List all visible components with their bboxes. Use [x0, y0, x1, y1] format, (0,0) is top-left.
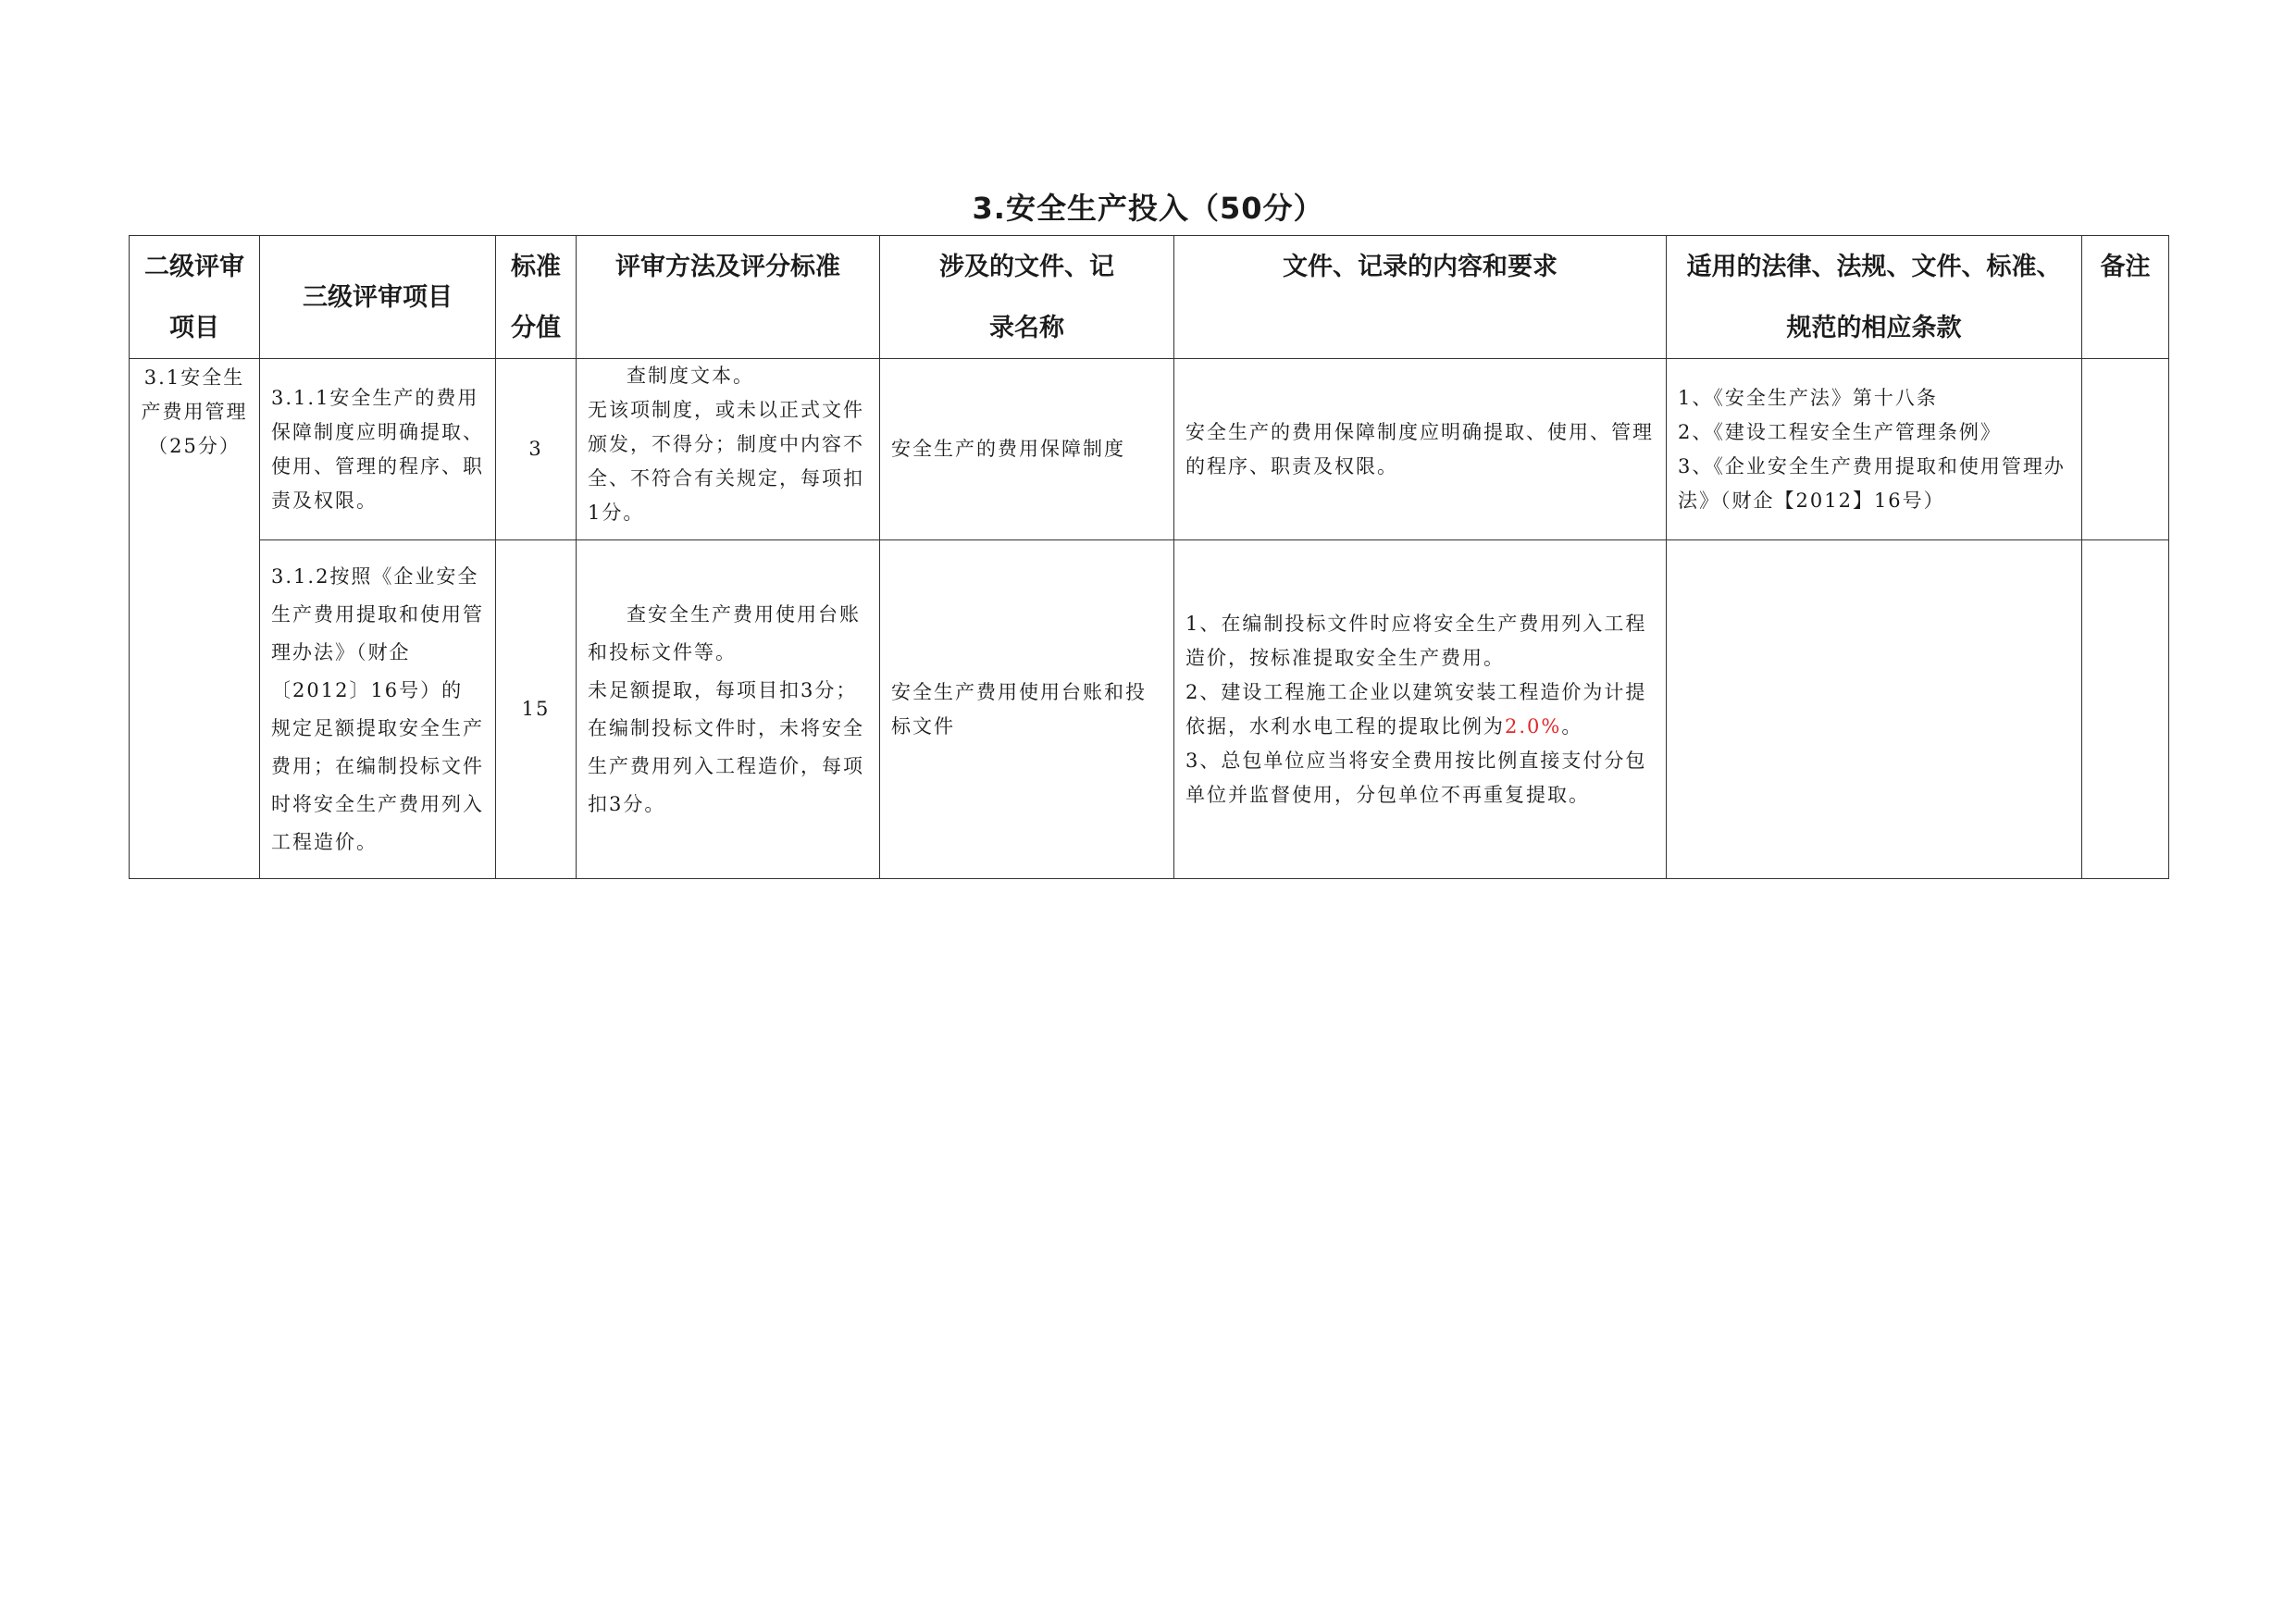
- header-remarks: 备注: [2082, 236, 2169, 359]
- remark-cell: [2082, 359, 2169, 540]
- method-line: 查安全生产费用使用台账和投标文件等。: [588, 602, 861, 663]
- item-text: 3.1.1安全生产的费用保障制度应明确提取、使用、管理的程序、职责及权限。: [271, 386, 484, 512]
- header-method: 评审方法及评分标准: [577, 236, 880, 359]
- law-line: 3、《企业安全生产费用提取和使用管理办法》（财企【2012】16号）: [1678, 454, 2066, 512]
- documents-text: 安全生产费用使用台账和投标文件: [891, 680, 1147, 738]
- content-cell: [1174, 540, 1667, 879]
- header-laws: 适用的法律、法规、文件、标准、 规范的相应条款: [1667, 236, 2082, 359]
- section-label: 3.1安全生产费用管理（25分）: [141, 366, 248, 457]
- laws-cell: [1667, 540, 2082, 879]
- remark-cell: [2082, 540, 2169, 879]
- header-documents: 涉及的文件、记 录名称: [880, 236, 1174, 359]
- evaluation-table: [129, 235, 2169, 879]
- score-value: 15: [521, 698, 551, 720]
- content-line: 1、在编制投标文件时应将安全生产费用列入工程造价，按标准提取安全生产费用。: [1185, 612, 1647, 669]
- section-cell: [130, 359, 260, 879]
- content-text: 安全生产的费用保障制度应明确提取、使用、管理的程序、职责及权限。: [1185, 420, 1654, 477]
- content-line: 3、总包单位应当将安全费用按比例直接支付分包单位并监督使用，分包单位不再重复提取。: [1185, 749, 1647, 806]
- page-title: 3.安全生产投入（50分）: [972, 191, 1324, 226]
- method-line: 未足额提取，每项目扣3分；在编制投标文件时，未将安全生产费用列入工程造价，每项扣3分。: [588, 678, 864, 815]
- content-line: 2、建设工程施工企业以建筑安装工程造价为计提依据，水利水电工程的提取比例为2.0%。: [1185, 680, 1647, 738]
- documents-text: 安全生产的费用保障制度: [891, 438, 1125, 460]
- method-line: 无该项制度，或未以正式文件颁发，不得分；制度中内容不全、不符合有关规定，每项扣1分。: [588, 399, 864, 524]
- law-line: 2、《建设工程安全生产管理条例》: [1678, 420, 2002, 443]
- score-value: 3: [528, 438, 543, 460]
- content-cell: [1174, 359, 1667, 540]
- method-line: 查制度文本。: [627, 365, 754, 387]
- item-cell: [260, 359, 496, 540]
- law-line: 1、《安全生产法》第十八条: [1678, 386, 1938, 409]
- item-cell: [260, 540, 496, 879]
- method-cell: [577, 540, 880, 879]
- documents-cell: [880, 359, 1174, 540]
- table-row: [130, 540, 2169, 879]
- score-cell: [496, 359, 577, 540]
- score-cell: [496, 540, 577, 879]
- header-standard-score: 标准 分值: [496, 236, 577, 359]
- header-level2-item: 二级评审 项目: [130, 236, 260, 359]
- header-row: [130, 236, 2169, 359]
- documents-cell: [880, 540, 1174, 879]
- header-content: 文件、记录的内容和要求: [1174, 236, 1667, 359]
- header-level3-item: 三级评审项目: [260, 236, 496, 359]
- highlight-ratio: 2.0%: [1505, 714, 1562, 738]
- table-row: [130, 359, 2169, 540]
- laws-cell: [1667, 359, 2082, 540]
- item-text: 3.1.2按照《企业安全生产费用提取和使用管理办法》（财企〔2012〕16号）的规定足额提取安全生产费用；在编制投标文件时将安全生产费用列入工程造价。: [271, 564, 484, 853]
- method-cell: [577, 359, 880, 540]
